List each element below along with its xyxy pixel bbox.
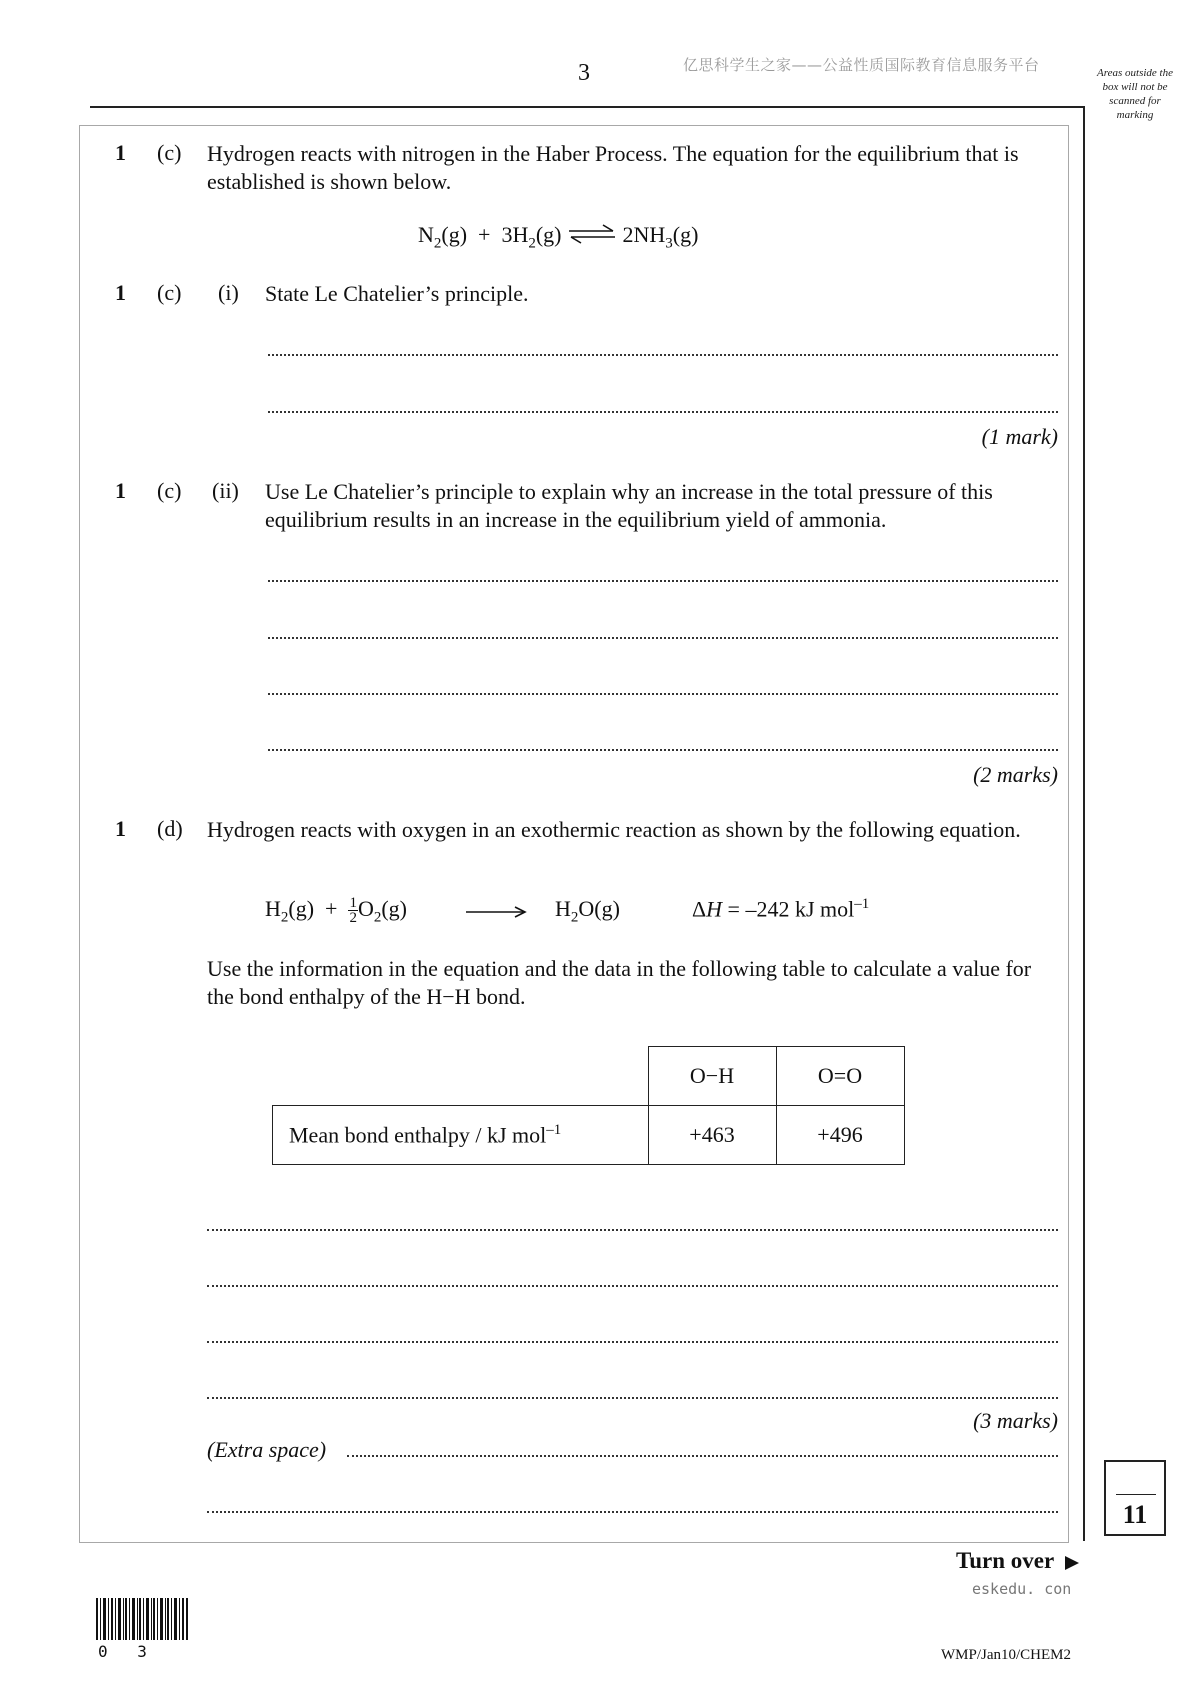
table-value-oh: +463 [648, 1106, 776, 1165]
answer-line[interactable] [268, 637, 1058, 639]
score-value: 11 [1122, 1500, 1148, 1529]
question-text: Hydrogen reacts with nitrogen in the Haber Process. The equation for the equilibrium that is established is shown below. [207, 141, 1019, 194]
table-header-oo: O=O [776, 1047, 904, 1106]
play-arrow-icon [1064, 1555, 1080, 1576]
watermark-text: 亿思科学生之家——公益性质国际教育信息服务平台 [683, 56, 1040, 74]
answer-line[interactable] [268, 693, 1058, 695]
page-number: 3 [578, 60, 590, 86]
answer-line[interactable] [347, 1455, 1058, 1457]
marks-label: (2 marks) [973, 762, 1058, 787]
question-text: Hydrogen reacts with oxygen in an exothermic reaction as shown by the following equation. [207, 817, 1021, 842]
combustion-equation: $H_2(g)$ + $\frac{1}{2}$ $O_2(g)$ [265, 895, 408, 927]
table-value-oo: +496 [776, 1106, 904, 1165]
score-line [1116, 1494, 1156, 1495]
turn-over-label: Turn over [956, 1548, 1055, 1573]
bond-enthalpy-table [272, 1046, 905, 1165]
right-margin-rule [1083, 106, 1085, 1541]
barcode-number: 0 3 [98, 1642, 157, 1661]
table-row-label: Mean bond enthalpy / kJ mol$^{-1}$ [273, 1106, 649, 1165]
haber-equation: $N_2(g) + 3H_2(g)$ $2NH_3(g)$ [418, 222, 699, 252]
answer-line[interactable] [268, 354, 1058, 356]
marks-label: (1 mark) [981, 424, 1058, 449]
answer-line[interactable] [207, 1229, 1058, 1231]
question-part: (c) [157, 280, 182, 305]
table-header-oh: O−H [648, 1047, 776, 1106]
table-corner [273, 1047, 649, 1106]
equation-product: $H_2O(g)$ [555, 896, 620, 926]
question-number: 1 [115, 816, 126, 841]
instruction-text: Use the information in the equation and the data in the following table to calculate a value for the bond enthalpy of the H−H bond. [207, 956, 1032, 1009]
question-part: (c) [157, 140, 182, 165]
reaction-arrow-icon [465, 905, 527, 924]
answer-line[interactable] [268, 411, 1058, 413]
paper-code: WMP/Jan10/CHEM2 [941, 1647, 1072, 1663]
question-subpart: (i) [218, 280, 239, 305]
answer-line[interactable] [268, 580, 1058, 582]
question-number: 1 [115, 140, 126, 165]
question-part: (d) [157, 816, 183, 841]
question-number: 1 [115, 478, 126, 503]
answer-line[interactable] [207, 1341, 1058, 1343]
enthalpy-change: ΔH = –242 kJ mol$^{-1}$ [692, 896, 870, 922]
barcode-icon [96, 1598, 188, 1645]
extra-space-label: (Extra space) [207, 1437, 327, 1462]
half-fraction: $\frac{1}{2}$ [349, 895, 357, 927]
answer-line[interactable] [207, 1285, 1058, 1287]
answer-line[interactable] [207, 1511, 1058, 1513]
question-number: 1 [115, 280, 126, 305]
site-text: eskedu. con [972, 1580, 1072, 1598]
question-text: Use Le Chatelier’s principle to explain why an increase in the total pressure of this equilibrium results in an increase in the equilibrium yield of ammonia. [265, 479, 993, 532]
question-part: (c) [157, 478, 182, 503]
marks-label: (3 marks) [973, 1408, 1058, 1433]
answer-line[interactable] [207, 1397, 1058, 1399]
question-subpart: (ii) [212, 478, 239, 503]
question-text: State Le Chatelier’s principle. [265, 281, 529, 306]
equilibrium-arrow-icon [567, 224, 617, 250]
top-rule [90, 106, 1084, 108]
margin-note: Areas outside the box will not be scanned for marking [1097, 67, 1173, 121]
answer-line[interactable] [268, 749, 1058, 751]
